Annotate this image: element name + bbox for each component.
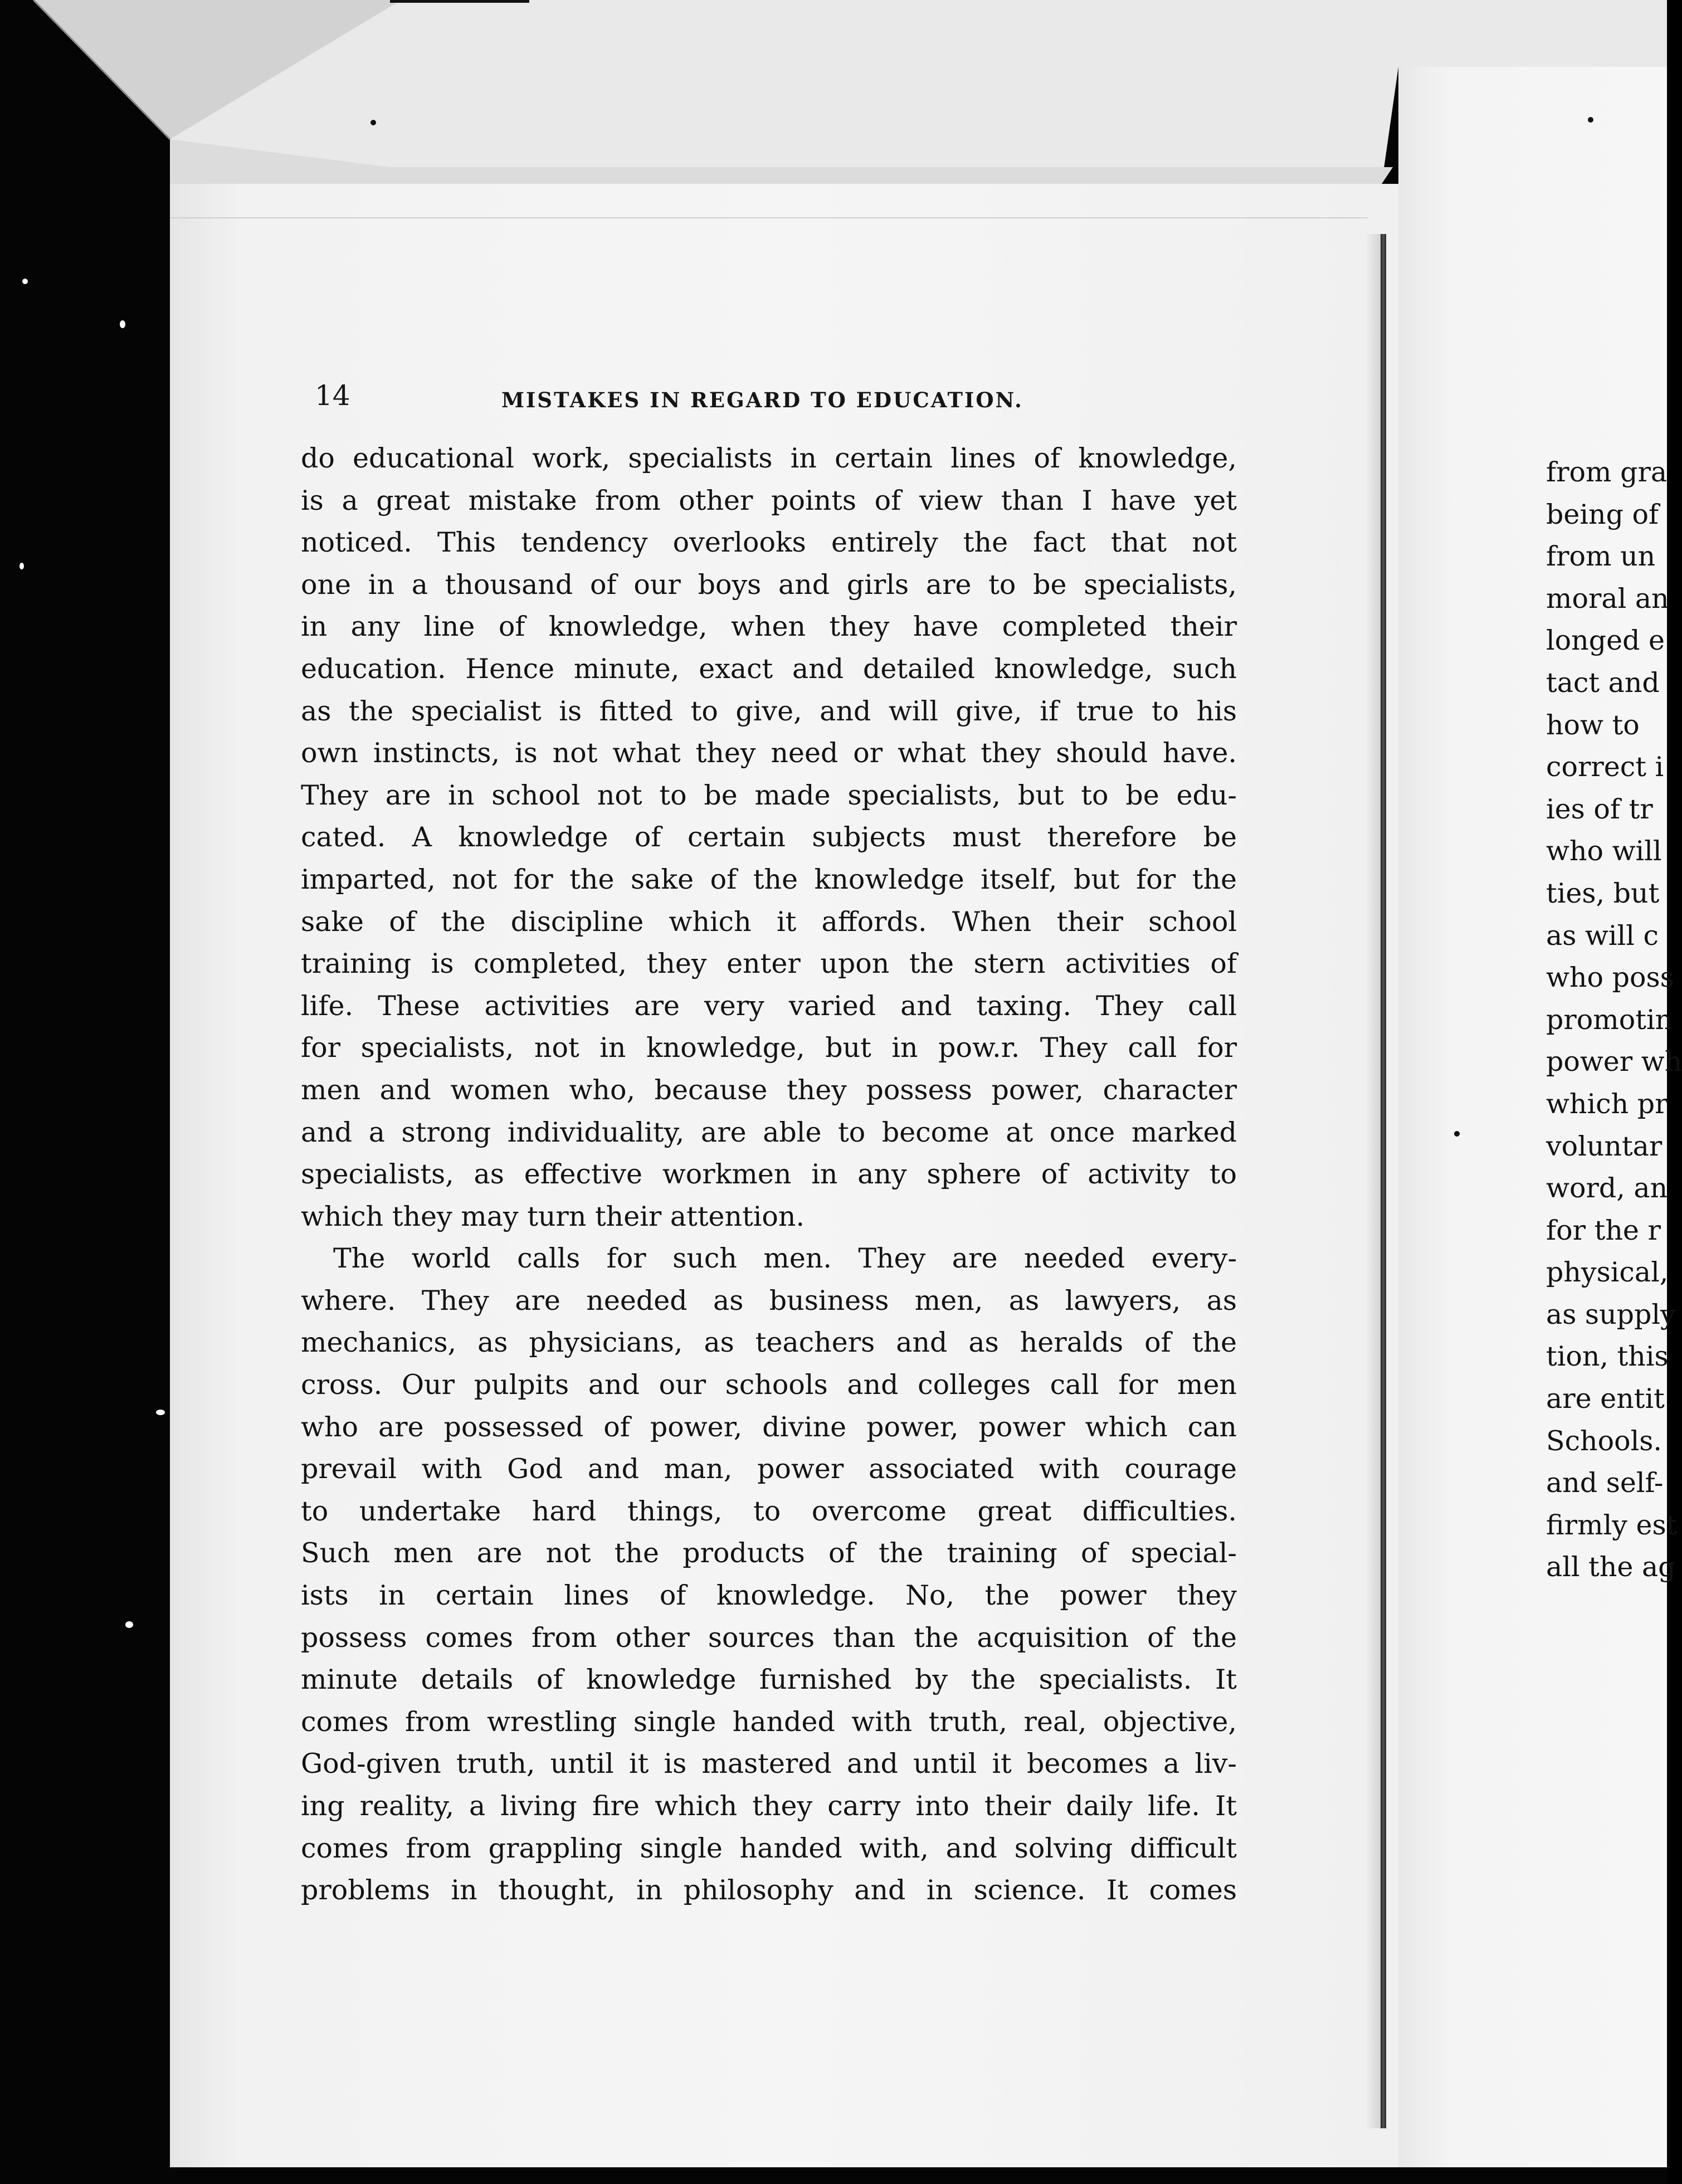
fragment-line: Schools. — [1546, 1425, 1662, 1457]
fragment-line: which pr — [1546, 1088, 1668, 1120]
fragment-line: longed e — [1546, 625, 1665, 657]
text-line: to undertake hard things, to overcome great difficulties. — [301, 1495, 1237, 1527]
fragment-line: and self- — [1546, 1467, 1664, 1499]
text-line: do educational work, specialists in certain lines of knowledge, — [301, 442, 1237, 474]
gutter-shadow — [1365, 234, 1381, 2128]
fragment-line: being of — [1546, 498, 1659, 530]
fragment-line: firmly est — [1546, 1509, 1678, 1541]
fragment-line: as will c — [1546, 919, 1659, 952]
text-line: one in a thousand of our boys and girls are to be specialists, — [301, 568, 1237, 601]
fragment-line: moral an — [1546, 582, 1669, 615]
page-number: 14 — [315, 379, 350, 412]
text-line: training is completed, they enter upon the stern activities of — [301, 948, 1237, 980]
fragment-line: who poss — [1546, 962, 1674, 994]
text-line: education. Hence minute, exact and detailed knowledge, such — [301, 652, 1237, 685]
book-gutter — [1381, 234, 1386, 2128]
text-line: Such men are not the products of the training of special- — [301, 1537, 1237, 1569]
text-line: and a strong individuality, are able to become at once marked — [301, 1116, 1237, 1148]
text-line: as the specialist is fitted to give, and will give, if true to his — [301, 695, 1237, 727]
scan-speck — [1454, 1131, 1460, 1137]
text-line: comes from wrestling single handed with truth, real, objective, — [301, 1705, 1237, 1738]
text-line: possess comes from other sources than the acquisition of the — [301, 1621, 1237, 1654]
scan-speck — [22, 279, 28, 284]
fragment-line: as supply — [1546, 1298, 1676, 1330]
fragment-line: word, an — [1546, 1172, 1668, 1205]
scan-speck — [19, 563, 24, 569]
text-line: minute details of knowledge furnished by the specialists. It — [301, 1664, 1237, 1696]
fragment-line: who will — [1546, 835, 1662, 867]
fragment-line: tion, this — [1546, 1340, 1669, 1373]
fragment-line: all the ag — [1546, 1551, 1676, 1583]
text-line: sake of the discipline which it affords. When their school — [301, 905, 1237, 938]
scan-speck — [370, 120, 376, 125]
fragment-line: how to — [1546, 709, 1640, 741]
text-line: God-given truth, until it is mastered and until it becomes a liv- — [301, 1748, 1237, 1780]
scan-speck — [1588, 117, 1593, 123]
page-rule — [170, 217, 1368, 218]
text-line: life. These activities are very varied and taxing. They call — [301, 989, 1237, 1022]
fragment-line: correct i — [1546, 751, 1664, 783]
bottom-scan-edge — [0, 2167, 1667, 2184]
fragment-line: from un — [1546, 540, 1656, 573]
text-line: for specialists, not in knowledge, but in pow.r. They call for — [301, 1032, 1237, 1064]
scan-speck — [120, 320, 125, 328]
fragment-line: tact and — [1546, 666, 1660, 699]
text-line: mechanics, as physicians, as teachers and as heralds of the — [301, 1327, 1237, 1359]
text-line: imparted, not for the sake of the knowledge itself, but for the — [301, 863, 1237, 895]
scan-speck — [125, 1621, 133, 1628]
running-head — [315, 379, 1228, 423]
fragment-line: from gra — [1546, 456, 1668, 488]
text-line: specialists, as effective workmen in any sphere of activity to — [301, 1158, 1237, 1191]
fragment-line: for the r — [1546, 1214, 1661, 1246]
right-page-text-fragments — [1546, 451, 1682, 1588]
running-head-title: MISTAKES IN REGARD TO EDUCATION. — [501, 388, 1023, 412]
text-line: men and women who, because they possess power, character — [301, 1074, 1237, 1106]
fragment-line: are entit — [1546, 1383, 1665, 1415]
text-line: They are in school not to be made specialists, but to be edu- — [301, 779, 1237, 811]
text-line: own instincts, is not what they need or what they should have. — [301, 737, 1237, 769]
text-line: in any line of knowledge, when they have completed their — [301, 611, 1237, 643]
body-text — [301, 437, 1237, 1912]
text-line: ing reality, a living fire which they carry into their daily life. It — [301, 1790, 1237, 1822]
text-line: who are possessed of power, divine power, power which can — [301, 1411, 1237, 1443]
text-line: noticed. This tendency overlooks entirely the fact that not — [301, 526, 1237, 559]
text-line: is a great mistake from other points of view than I have yet — [301, 484, 1237, 516]
fragment-line: ies of tr — [1546, 793, 1653, 825]
text-line: cated. A knowledge of certain subjects must therefore be — [301, 821, 1237, 854]
text-line: The world calls for such men. They are needed every- — [333, 1242, 1237, 1275]
text-line: cross. Our pulpits and our schools and colleges call for men — [301, 1369, 1237, 1401]
text-line: prevail with God and man, power associated with courage — [301, 1453, 1237, 1485]
text-line: ists in certain lines of knowledge. No, the power they — [301, 1580, 1237, 1612]
text-line: problems in thought, in philosophy and in science. It comes — [301, 1874, 1237, 1907]
fragment-line: power wh — [1546, 1046, 1682, 1078]
fragment-line: physical, — [1546, 1256, 1669, 1289]
fragment-line: ties, but — [1546, 877, 1660, 909]
fragment-line: promotin — [1546, 1003, 1673, 1036]
scan-speck — [156, 1410, 165, 1415]
text-line: where. They are needed as business men, as lawyers, as — [301, 1284, 1237, 1317]
text-line: comes from grappling single handed with, and solving difficult — [301, 1832, 1237, 1864]
fragment-line: voluntar — [1546, 1130, 1663, 1162]
text-line: which they may turn their attention. — [301, 1200, 805, 1232]
